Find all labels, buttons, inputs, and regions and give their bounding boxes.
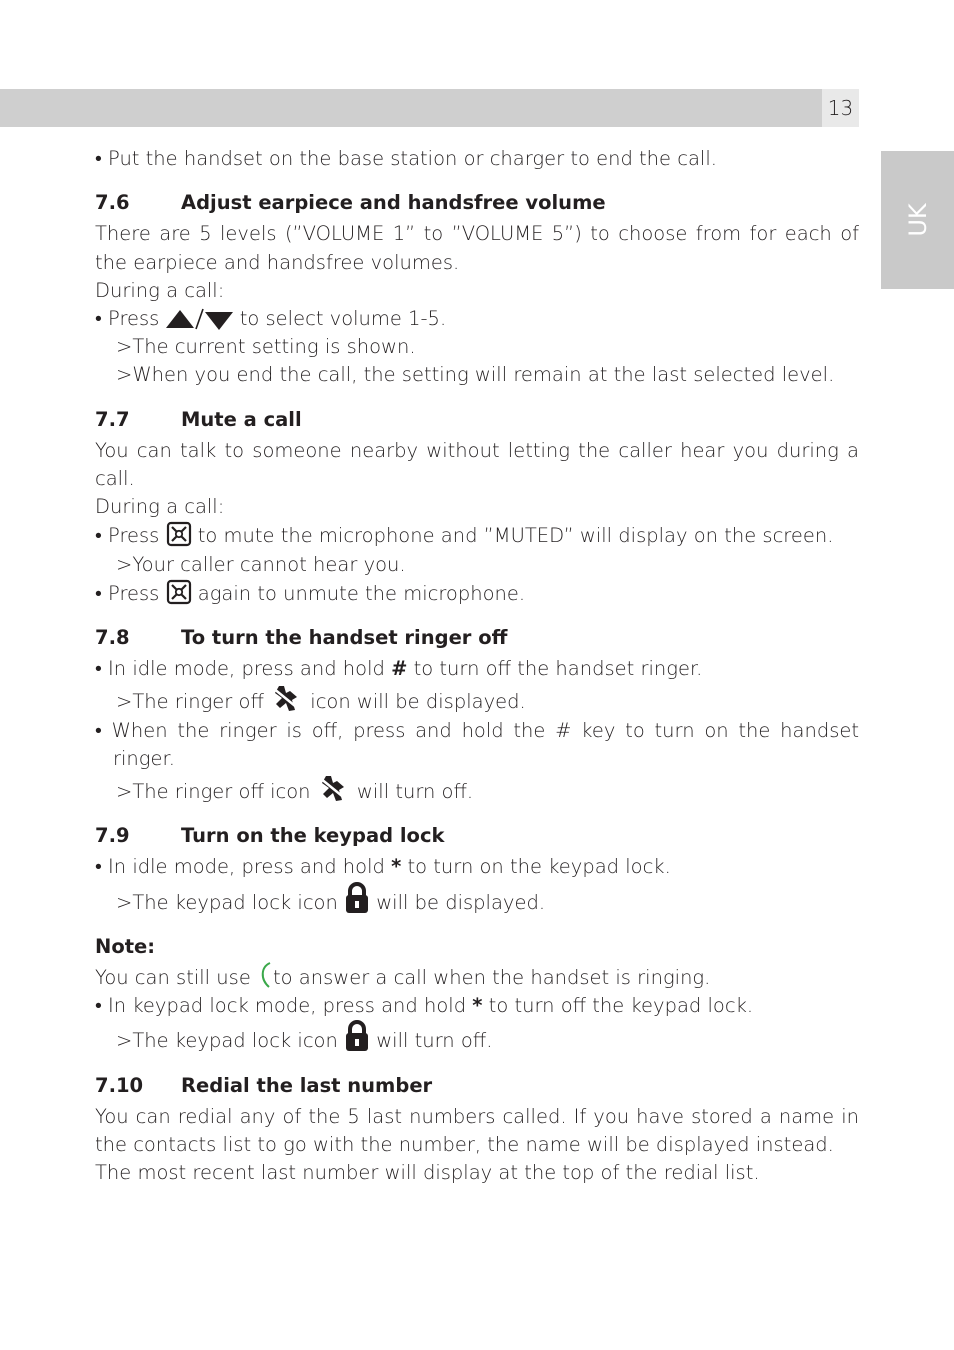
- bullet-item: [95, 305, 859, 333]
- result-line: >The current setting is shown.: [116, 335, 416, 359]
- text: • In idle mode, press and hold: [95, 657, 392, 681]
- bullet-item: [95, 655, 859, 683]
- text: will turn off.: [350, 780, 474, 804]
- mute-key-icon: [166, 521, 192, 547]
- result-line: [95, 882, 859, 917]
- text: >The keypad lock icon: [116, 890, 345, 914]
- language-tab-label: UK: [903, 203, 932, 237]
- text: to mute the microphone and ”MUTED” will display on the screen.: [191, 524, 834, 548]
- text: • In keypad lock mode, press and hold: [95, 994, 473, 1018]
- bullet-item: [95, 579, 859, 608]
- text: to turn off the handset ringer.: [407, 657, 703, 681]
- paragraph: The most recent last number will display at the top of the redial list.: [95, 1161, 760, 1185]
- text: • Press: [95, 524, 166, 548]
- call-handset-icon: [257, 961, 273, 989]
- keypad-lock-icon: [344, 1020, 370, 1052]
- bullet-item: [95, 521, 859, 550]
- bullet-item: • When the ringer is off, press and hold the # key to turn on the handset ringer.: [95, 718, 859, 770]
- section-number: 7.8: [95, 626, 130, 650]
- bullet-item: [95, 992, 859, 1020]
- section-title: Mute a call: [181, 407, 302, 431]
- section-number: 7.7: [95, 407, 130, 431]
- header-band: [0, 89, 822, 127]
- text: >The ringer off: [116, 690, 271, 714]
- text: • Press: [95, 307, 166, 331]
- key-label: *: [472, 994, 483, 1018]
- text: • In idle mode, press and hold: [95, 855, 392, 879]
- note-label: Note:: [95, 934, 156, 958]
- text: >The keypad lock icon: [116, 1029, 345, 1053]
- result-line: >Your caller cannot hear you.: [116, 552, 406, 576]
- result-line: [95, 683, 859, 716]
- result-line: [95, 1020, 859, 1055]
- paragraph: During a call:: [95, 495, 225, 519]
- text: You can still use: [95, 966, 258, 990]
- note-text: [95, 961, 859, 992]
- section-heading-7-7: [95, 406, 859, 434]
- section-title: Turn on the keypad lock: [181, 824, 445, 848]
- up-down-arrow-icon: [166, 308, 234, 330]
- paragraph: There are 5 levels (”VOLUME 1” to ”VOLUME 5”) to choose from for each of the earpiece and handsfree volumes.: [95, 222, 859, 274]
- section-title: To turn the handset ringer off: [181, 626, 508, 650]
- section-number: 7.6: [95, 191, 130, 215]
- text: • Press: [95, 581, 166, 605]
- keypad-lock-icon: [344, 882, 370, 914]
- paragraph: You can redial any of the 5 last numbers called. If you have stored a name in the contacts list to go with the number, the name will be displayed instead.: [95, 1104, 859, 1157]
- section-heading-7-9: [95, 822, 859, 850]
- page-content: [95, 145, 859, 1188]
- mute-key-icon: [166, 579, 192, 605]
- paragraph: During a call:: [95, 278, 225, 302]
- text: will be displayed.: [370, 890, 546, 914]
- key-label: #: [391, 657, 408, 681]
- text: >The ringer off icon: [116, 780, 317, 804]
- section-heading-7-10: [95, 1072, 859, 1100]
- section-title: Redial the last number: [181, 1073, 433, 1097]
- language-tab: [881, 151, 954, 289]
- bullet-item: [95, 853, 859, 881]
- text: to select volume 1-5.: [233, 307, 447, 331]
- result-line: [95, 773, 859, 806]
- key-label: *: [391, 855, 402, 879]
- ringer-off-icon: [270, 683, 304, 713]
- ringer-off-icon: [317, 773, 351, 803]
- section-number: 7.10: [95, 1073, 144, 1097]
- text: again to unmute the microphone.: [191, 581, 526, 605]
- intro-bullet: • Put the handset on the base station or charger to end the call.: [95, 147, 717, 170]
- page-number: 13: [822, 89, 859, 127]
- result-line: >When you end the call, the setting will remain at the last selected level.: [116, 363, 835, 387]
- text: icon will be displayed.: [304, 690, 526, 714]
- text: to turn on the keypad lock.: [401, 855, 671, 879]
- text: to answer a call when the handset is ringing.: [273, 966, 711, 990]
- section-number: 7.9: [95, 824, 130, 848]
- section-title: Adjust earpiece and handsfree volume: [181, 191, 606, 215]
- text: to turn off the keypad lock.: [482, 994, 754, 1018]
- text: will turn off.: [370, 1029, 493, 1053]
- section-heading-7-8: [95, 624, 859, 652]
- section-heading-7-6: [95, 189, 859, 217]
- paragraph: You can talk to someone nearby without letting the caller hear you during a call.: [95, 438, 859, 491]
